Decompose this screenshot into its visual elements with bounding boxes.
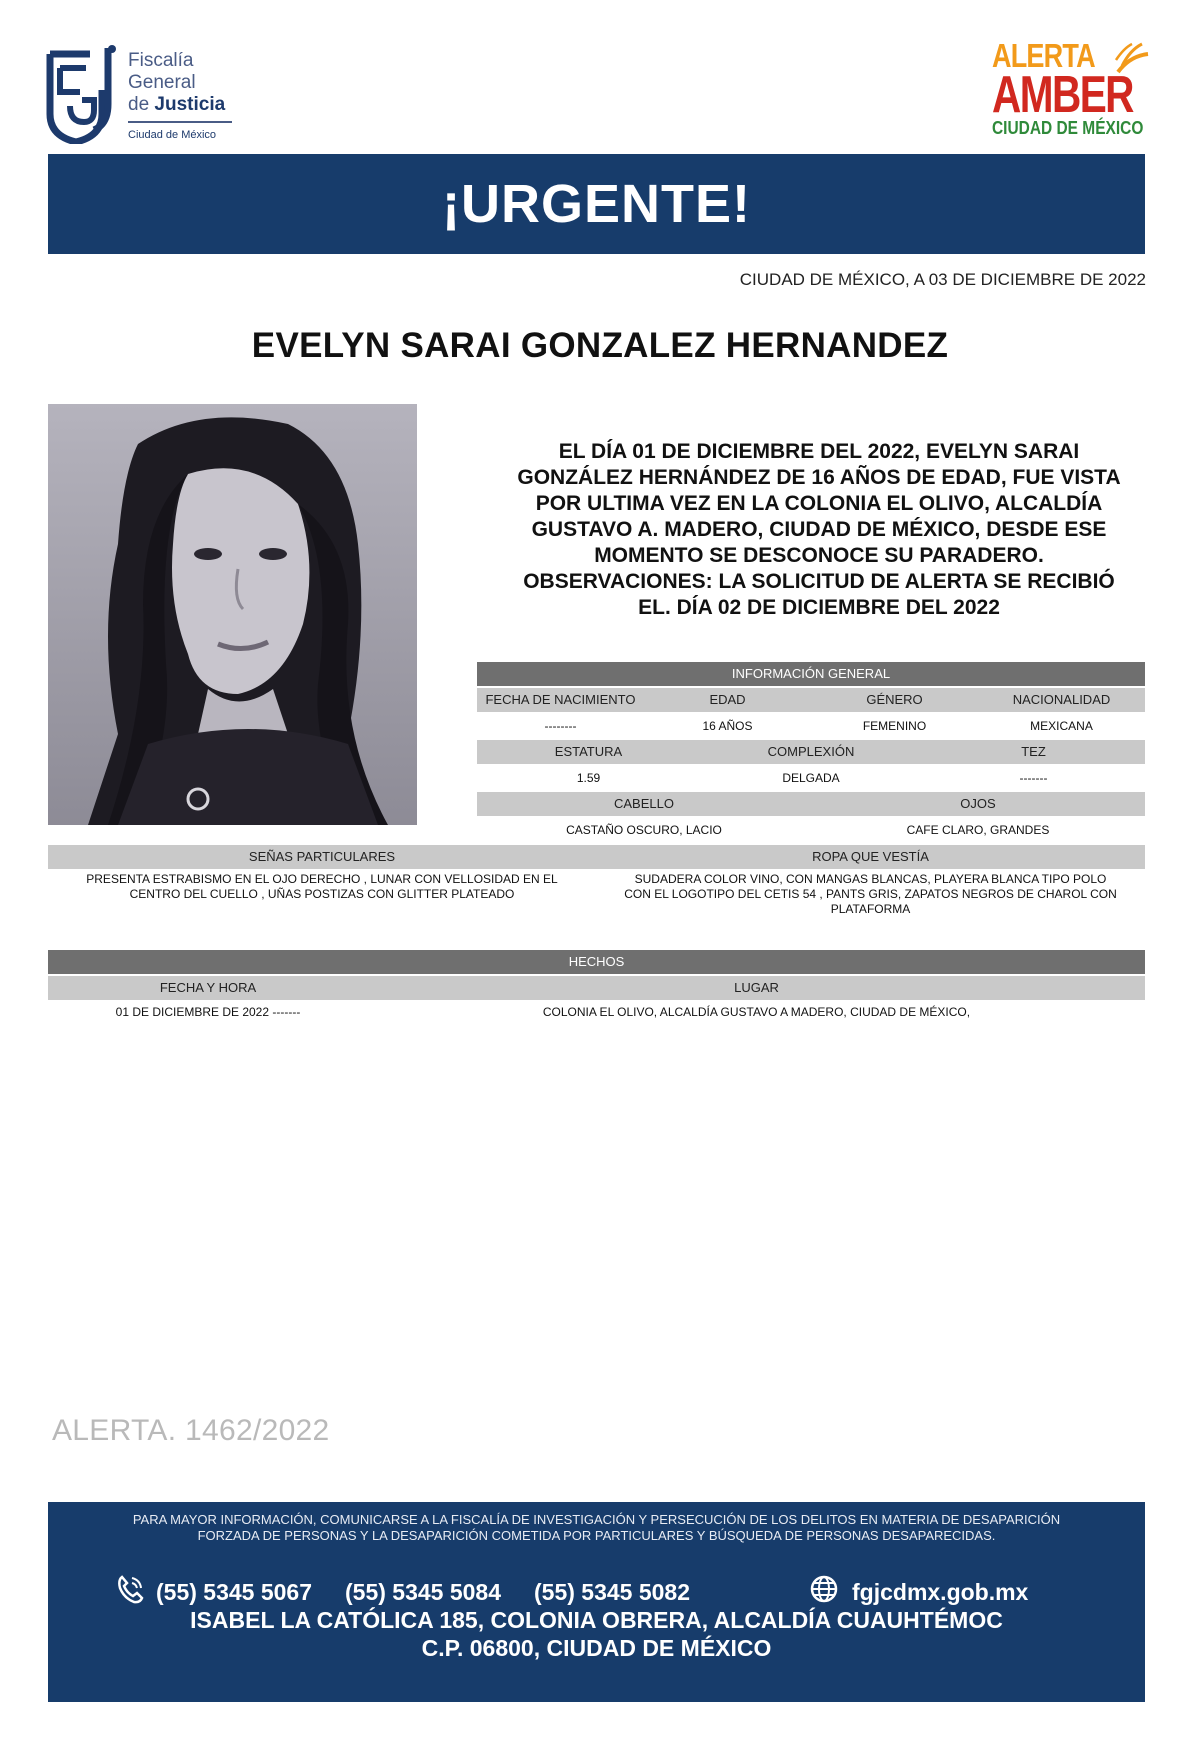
header-tez: TEZ	[1021, 744, 1046, 759]
narrative-line: MOMENTO SE DESCONOCE SU PARADERO.	[594, 544, 1044, 567]
senas-line: PRESENTA ESTRABISMO EN EL OJO DERECHO , LUNAR CON VELLOSIDAD EN EL	[86, 872, 558, 886]
ropa-line: PLATAFORMA	[830, 902, 911, 916]
fgj-emblem-icon	[46, 44, 122, 144]
value-genero: FEMENINO	[862, 719, 927, 733]
date-line: CIUDAD DE MÉXICO, A 03 DE DICIEMBRE DE 2022	[739, 270, 1146, 289]
fgj-divider	[128, 121, 232, 123]
narrative-line: EL. DÍA 02 DE DICIEMBRE DEL 2022	[638, 596, 1000, 619]
fgj-line4: Ciudad de México	[128, 129, 217, 141]
narrative-line: GONZÁLEZ HERNÁNDEZ DE 16 AÑOS DE EDAD, FUE VISTA	[517, 466, 1121, 489]
hechos-header: HECHOS	[48, 950, 1145, 974]
info-general-header: INFORMACIÓN GENERAL	[477, 662, 1145, 686]
phone-icon	[116, 1574, 144, 1604]
footer-info-line: PARA MAYOR INFORMACIÓN, COMUNICARSE A LA FISCALÍA DE INVESTIGACIÓN Y PERSECUCIÓN DE LOS DELITOS EN MATERIA DE DESAPARICIÓN	[132, 1512, 1061, 1527]
alerta-amber-logo	[992, 37, 1148, 146]
fgj-line1: Fiscalía	[128, 50, 194, 71]
value-fecha-hora: 01 DE DICIEMBRE DE 2022 -------	[115, 1005, 301, 1019]
phone-number-3: (55) 5345 5082	[534, 1579, 691, 1605]
info-row2-headers	[477, 740, 1145, 764]
hechos-values	[48, 1001, 1145, 1023]
fgj-line3-prefix: de	[128, 94, 155, 115]
header-ropa: ROPA QUE VESTÍA	[812, 849, 929, 864]
header-lugar: LUGAR	[734, 980, 779, 995]
missing-person-photo	[48, 404, 417, 825]
narrative-line: OBSERVACIONES: LA SOLICITUD DE ALERTA SE RECIBIÓ	[523, 570, 1115, 593]
value-ojos: CAFE CLARO, GRANDES	[906, 823, 1050, 837]
address-line-1: ISABEL LA CATÓLICA 185, COLONIA OBRERA, ALCALDÍA CUAUHTÉMOC	[190, 1607, 1003, 1633]
header-complexion: COMPLEXIÓN	[767, 744, 855, 759]
value-fecha-nacimiento: --------	[544, 719, 577, 733]
globe-icon	[809, 1574, 839, 1604]
info-row1-headers	[477, 688, 1145, 712]
ropa-line: SUDADERA COLOR VINO, CON MANGAS BLANCAS, PLAYERA BLANCA TIPO POLO	[634, 872, 1107, 886]
footer-info-line: FORZADA DE PERSONAS Y LA DESAPARICIÓN COMETIDA POR PARTICULARES Y BÚSQUEDA DE PERSONAS DESAPARECIDAS.	[197, 1528, 996, 1543]
fgj-line3	[128, 94, 232, 116]
info-row3-values	[477, 818, 1145, 842]
info-row1-values	[477, 714, 1145, 738]
header-genero: GÉNERO	[866, 692, 923, 707]
senas-ropa-headers	[48, 845, 1145, 869]
phone-number-2: (55) 5345 5084	[345, 1579, 502, 1605]
header-nacionalidad: NACIONALIDAD	[1012, 692, 1111, 707]
narrative-line: EL DÍA 01 DE DICIEMBRE DEL 2022, EVELYN SARAI	[558, 440, 1080, 463]
hechos-col-headers	[48, 976, 1145, 1000]
urgent-banner: ¡URGENTE!	[48, 154, 1145, 254]
header-fecha-hora: FECHA Y HORA	[159, 980, 257, 995]
header-senas-particulares: SEÑAS PARTICULARES	[248, 849, 396, 864]
fgj-logo	[46, 44, 236, 146]
header-fecha-nacimiento: FECHA DE NACIMIENTO	[485, 692, 636, 707]
footer-contact-bar	[48, 1502, 1145, 1702]
phone-number-1: (55) 5345 5067	[156, 1579, 313, 1605]
person-name: EVELYN SARAI GONZALEZ HERNANDEZ	[251, 326, 949, 365]
narrative-line: POR ULTIMA VEZ EN LA COLONIA EL OLIVO, ALCALDÍA	[535, 492, 1103, 515]
amber-line2: AMBER	[992, 66, 1133, 124]
ropa-line: CON EL LOGOTIPO DEL CETIS 54 , PANTS GRIS, ZAPATOS NEGROS DE CHAROL CON	[624, 887, 1117, 901]
narrative-text	[478, 439, 1160, 621]
value-estatura: 1.59	[576, 771, 601, 785]
header-estatura: ESTATURA	[554, 744, 623, 759]
fgj-line2: General	[128, 72, 196, 93]
narrative-line: GUSTAVO A. MADERO, CIUDAD DE MÉXICO, DESDE ESE	[531, 518, 1107, 541]
value-lugar: COLONIA EL OLIVO, ALCALDÍA GUSTAVO A MADERO, CIUDAD DE MÉXICO,	[542, 1005, 971, 1019]
amber-line1: ALERTA	[992, 37, 1095, 74]
senas-particulares-text	[48, 872, 596, 902]
value-complexion: DELGADA	[782, 771, 840, 785]
value-tez: -------	[1019, 771, 1048, 785]
ropa-text	[596, 872, 1145, 917]
value-nacionalidad: MEXICANA	[1030, 719, 1093, 733]
footer-info-text	[48, 1512, 1145, 1544]
alert-number: ALERTA. 1462/2022	[52, 1414, 330, 1447]
fgj-wordmark	[128, 50, 232, 141]
senas-line: CENTRO DEL CUELLO , UÑAS POSTIZAS CON GLITTER PLATEADO	[129, 887, 515, 901]
info-row2-values	[477, 766, 1145, 790]
info-row3-headers	[477, 792, 1145, 816]
value-cabello: CASTAÑO OSCURO, LACIO	[566, 823, 722, 837]
header-edad: EDAD	[709, 692, 746, 707]
portrait-image	[48, 404, 417, 825]
header-cabello: CABELLO	[614, 796, 674, 811]
value-edad: 16 AÑOS	[702, 719, 753, 733]
header-ojos: OJOS	[960, 796, 996, 811]
website-link[interactable]: fgjcdmx.gob.mx	[852, 1579, 1029, 1605]
address-line-2: C.P. 06800, CIUDAD DE MÉXICO	[421, 1635, 772, 1661]
fgj-line3-bold: Justicia	[154, 94, 226, 115]
amber-line3: CIUDAD DE MÉXICO	[992, 118, 1144, 138]
